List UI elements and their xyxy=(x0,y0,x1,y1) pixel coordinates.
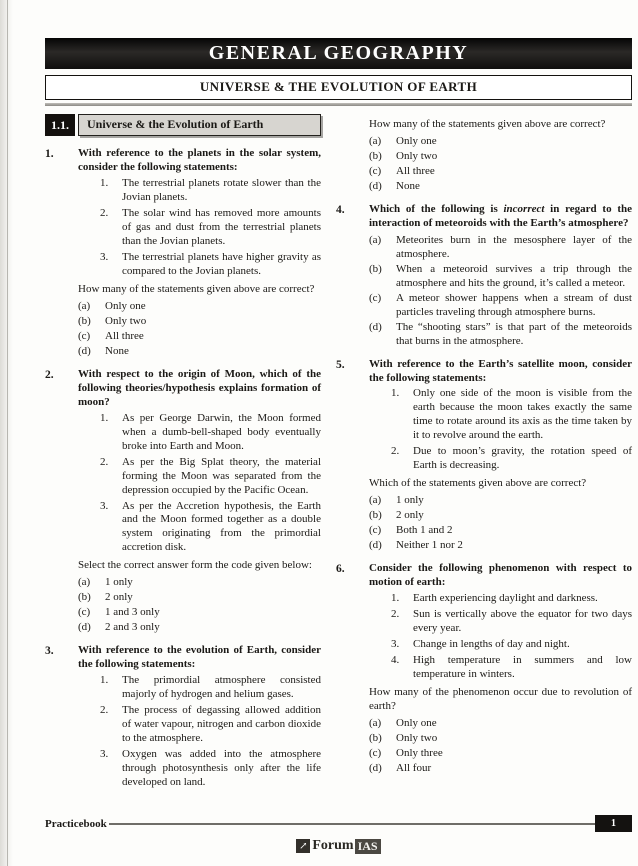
statement-row xyxy=(100,500,321,556)
option-row xyxy=(369,234,632,262)
subsection-header xyxy=(45,114,321,136)
statement-text: As per the Accretion hypothesis, the Earth and the Moon formed together as a double system originating from the primordial accretion disk. xyxy=(122,499,321,554)
stem-italic-text: incorrect xyxy=(503,202,545,215)
stem-text: in regard to the interaction of meteoroids with the Earth’s atmosphere? xyxy=(369,202,632,229)
statement-number: 1. xyxy=(391,387,400,400)
arrow-icon: ↗ xyxy=(296,839,310,853)
option-label: (d) xyxy=(369,761,382,774)
statement-text: Earth experiencing daylight and darkness. xyxy=(413,592,598,605)
question-stem xyxy=(369,203,632,231)
question-stem xyxy=(78,644,321,672)
question-lead: Select the correct answer form the code given below: xyxy=(78,559,312,572)
question-block xyxy=(45,368,321,635)
section-banner-title: UNIVERSE & THE EVOLUTION OF EARTH xyxy=(199,79,478,94)
question-lead: How many of the phenomenon occur due to revolution of earth? xyxy=(369,685,632,712)
question-block xyxy=(336,203,632,349)
option-row xyxy=(369,524,632,538)
option-row xyxy=(369,135,632,149)
option-text: Both 1 and 2 xyxy=(396,524,453,537)
statement-row xyxy=(100,177,321,205)
option-row xyxy=(78,591,321,605)
option-text: Only one xyxy=(105,299,146,312)
statement-number: 2. xyxy=(391,445,400,458)
option-label: (d) xyxy=(369,539,382,552)
statement-text: Change in lengths of day and night. xyxy=(413,637,570,650)
option-label: (a) xyxy=(369,716,382,729)
page-footer xyxy=(45,815,632,854)
statement-number: 1. xyxy=(100,411,109,424)
option-label: (c) xyxy=(369,746,382,759)
statement-row xyxy=(391,387,632,443)
question-lead: How many of the statements given above are correct? xyxy=(369,118,606,130)
stem-text: With reference to the planets in the solar system, consider the following statements: xyxy=(78,147,321,174)
option-text: 2 only xyxy=(396,509,424,522)
question-row xyxy=(336,562,632,776)
option-row xyxy=(78,345,321,359)
statement-text: Due to moon’s gravity, the rotation speed of Earth is decreasing. xyxy=(413,445,632,472)
statement-number: 3. xyxy=(100,251,109,264)
statement-row xyxy=(100,412,321,454)
footer-book-label: Practicebook xyxy=(45,817,107,830)
statement-number: 1. xyxy=(100,177,109,190)
statement-row xyxy=(100,704,321,746)
option-row xyxy=(369,180,632,194)
option-label: (c) xyxy=(78,606,91,619)
scanned-page-edge xyxy=(0,0,13,866)
statement-number: 2. xyxy=(391,608,400,621)
statement-text: As per George Darwin, the Moon formed when a dumb-bell-shaped body eventually broke into Earth and Moon. xyxy=(122,411,321,452)
statement-text: The solar wind has removed more amounts of gas and dust from the terrestrial planets than the Jovian planets. xyxy=(122,207,321,248)
question-row xyxy=(336,114,632,194)
option-text: Only one xyxy=(396,716,437,729)
question-list-right xyxy=(336,114,632,776)
statement-number: 2. xyxy=(100,704,109,717)
stem-text: Which of the following is xyxy=(369,202,504,215)
option-text: Meteorites burn in the mesosphere layer of the atmosphere. xyxy=(396,233,632,260)
statement-text: The terrestrial planets have higher gravity as compared to the Jovian planets. xyxy=(122,251,321,277)
question-lead: Which of the statements given above are correct? xyxy=(369,477,587,490)
option-row xyxy=(78,576,321,590)
option-list xyxy=(78,576,321,635)
question-body xyxy=(78,644,321,790)
option-text: Only three xyxy=(396,746,443,759)
option-text: 2 only xyxy=(105,591,133,604)
question-body xyxy=(369,562,632,776)
page-number-badge: 1 xyxy=(595,815,632,832)
question-block xyxy=(336,114,632,194)
option-label: (c) xyxy=(78,329,91,342)
option-label: (b) xyxy=(369,731,382,744)
question-body xyxy=(369,358,632,554)
question-row xyxy=(336,358,632,554)
header-divider xyxy=(45,103,632,106)
statement-row xyxy=(391,654,632,682)
statement-row xyxy=(391,608,632,636)
logo-text: Forum xyxy=(312,838,354,853)
question-list-left xyxy=(45,147,321,790)
statement-list xyxy=(369,387,632,473)
option-text: Neither 1 nor 2 xyxy=(396,539,463,552)
footer-rule xyxy=(109,823,595,825)
forumias-logo xyxy=(45,838,632,854)
stem-text: With reference to the Earth’s satellite moon, consider the following statements: xyxy=(369,357,632,384)
option-row xyxy=(369,539,632,553)
option-text: 1 and 3 only xyxy=(105,606,160,619)
option-label: (b) xyxy=(369,509,382,522)
question-row xyxy=(45,147,321,359)
statement-row xyxy=(100,456,321,498)
statement-list xyxy=(369,592,632,682)
option-list xyxy=(369,234,632,349)
option-label: (b) xyxy=(369,149,382,162)
statement-row xyxy=(391,638,632,652)
option-row xyxy=(369,494,632,508)
statement-text: High temperature in summers and low temperature in winters. xyxy=(413,653,632,680)
option-text: Only one xyxy=(396,134,437,147)
page-content xyxy=(45,38,632,799)
option-row xyxy=(369,321,632,349)
statement-text: Sun is vertically above the equator for two days every year. xyxy=(413,608,632,634)
question-body xyxy=(78,147,321,359)
question-body xyxy=(369,114,632,194)
statement-number: 3. xyxy=(100,748,109,761)
statement-row xyxy=(391,445,632,473)
option-label: (a) xyxy=(369,233,382,246)
option-text: 1 only xyxy=(105,576,133,589)
option-text: Only two xyxy=(105,314,147,327)
column-left xyxy=(45,114,321,799)
option-text: None xyxy=(105,344,129,357)
footer-line xyxy=(45,815,632,832)
question-number: 3. xyxy=(45,645,54,658)
question-block xyxy=(45,147,321,359)
statement-list xyxy=(78,674,321,790)
option-label: (a) xyxy=(369,134,382,147)
statement-row xyxy=(391,592,632,606)
option-label: (d) xyxy=(78,344,91,357)
statement-list xyxy=(78,177,321,279)
option-text: All three xyxy=(105,329,144,342)
question-block xyxy=(336,562,632,776)
option-text: All four xyxy=(396,761,432,774)
question-block xyxy=(336,358,632,554)
option-text: When a meteoroid survives a trip through the atmosphere and hits the ground, it’s called a meteor. xyxy=(396,262,632,289)
option-text: 1 only xyxy=(396,494,424,507)
option-label: (b) xyxy=(78,591,91,604)
option-label: (a) xyxy=(78,576,91,589)
question-number: 5. xyxy=(336,358,345,371)
question-number: 6. xyxy=(336,563,345,576)
question-number xyxy=(336,114,369,194)
chapter-title: GENERAL GEOGRAPHY xyxy=(208,42,469,64)
option-row xyxy=(369,292,632,320)
option-text: 2 and 3 only xyxy=(105,621,160,634)
option-text: All three xyxy=(396,164,435,177)
option-text: Only two xyxy=(396,731,438,744)
chapter-banner xyxy=(45,38,632,69)
statement-number: 4. xyxy=(391,653,400,666)
question-lead: How many of the statements given above are correct? xyxy=(78,282,315,295)
statement-number: 1. xyxy=(100,674,109,687)
question-body xyxy=(369,203,632,349)
option-row xyxy=(78,606,321,620)
stem-text: Consider the following phenomenon with respect to motion of earth: xyxy=(369,562,632,589)
option-row xyxy=(369,165,632,179)
option-label: (b) xyxy=(369,262,382,275)
statement-text: As per the Big Splat theory, the material forming the Moon was separated from the depression occupied by the Pacific Ocean. xyxy=(122,455,321,496)
question-body xyxy=(78,368,321,635)
stem-text: With respect to the origin of Moon, which of the following theories/hypothesis explains formation of moon? xyxy=(78,367,321,408)
option-label: (b) xyxy=(78,314,91,327)
subsection-title-box: Universe & the Evolution of Earth xyxy=(78,114,321,136)
option-list xyxy=(369,135,632,194)
logo-ias-badge: IAS xyxy=(355,839,381,854)
option-row xyxy=(369,717,632,731)
option-label: (d) xyxy=(369,320,382,333)
option-row xyxy=(369,263,632,291)
statement-text: The primordial atmosphere consisted majorly of hydrogen and helium gases. xyxy=(122,674,321,701)
section-banner xyxy=(45,75,632,100)
subsection-number-badge: 1.1. xyxy=(45,114,75,136)
question-row xyxy=(45,644,321,790)
option-text: None xyxy=(396,179,420,192)
statement-list xyxy=(78,412,321,556)
question-stem xyxy=(369,562,632,590)
statement-number: 3. xyxy=(100,499,109,512)
statement-number: 3. xyxy=(391,637,400,650)
statement-text: The terrestrial planets rotate slower than the Jovian planets. xyxy=(122,177,321,204)
option-row xyxy=(369,732,632,746)
question-stem xyxy=(78,147,321,175)
stem-text: With reference to the evolution of Earth, consider the following statements: xyxy=(78,644,321,671)
question-number: 1. xyxy=(45,148,54,161)
option-label: (a) xyxy=(369,494,382,507)
option-row xyxy=(78,300,321,314)
option-label: (d) xyxy=(78,621,91,634)
option-row xyxy=(78,315,321,329)
statement-row xyxy=(100,748,321,790)
statement-number: 1. xyxy=(391,592,400,605)
statement-number: 2. xyxy=(100,455,109,468)
option-label: (c) xyxy=(369,164,382,177)
option-row xyxy=(369,762,632,776)
option-label: (a) xyxy=(78,299,91,312)
option-row xyxy=(78,621,321,635)
statement-row xyxy=(100,251,321,279)
option-label: (d) xyxy=(369,179,382,192)
statement-text: Only one side of the moon is visible from the earth because the moon takes exactly the same time to rotate around its axis as the time taken by it to revolve around the earth. xyxy=(413,387,632,442)
option-label: (c) xyxy=(369,291,382,304)
question-stem xyxy=(78,368,321,410)
statement-row xyxy=(100,674,321,702)
option-list xyxy=(78,300,321,359)
option-row xyxy=(78,330,321,344)
question-stem xyxy=(369,358,632,386)
two-column-layout xyxy=(45,114,632,799)
option-text: The “shooting stars” is that part of the meteoroids that burns in the atmosphere. xyxy=(396,320,632,347)
option-row xyxy=(369,150,632,164)
option-list xyxy=(369,494,632,553)
option-row xyxy=(369,747,632,761)
option-row xyxy=(369,509,632,523)
question-number: 4. xyxy=(336,203,345,216)
question-row xyxy=(336,203,632,349)
question-number: 2. xyxy=(45,368,54,381)
option-text: A meteor shower happens when a stream of dust particles traveling through atmosphere burns. xyxy=(396,291,632,318)
statement-text: Oxygen was added into the atmosphere through photosynthesis only after the life developed on land. xyxy=(122,748,321,788)
option-label: (c) xyxy=(369,524,382,537)
option-text: Only two xyxy=(396,149,438,162)
statement-text: The process of degassing allowed addition of water vapour, nitrogen and carbon dioxide to the atmosphere. xyxy=(122,704,321,745)
column-right xyxy=(336,114,632,799)
option-list xyxy=(369,717,632,776)
question-block xyxy=(45,644,321,790)
statement-number: 2. xyxy=(100,207,109,220)
question-row xyxy=(45,368,321,635)
statement-row xyxy=(100,207,321,249)
